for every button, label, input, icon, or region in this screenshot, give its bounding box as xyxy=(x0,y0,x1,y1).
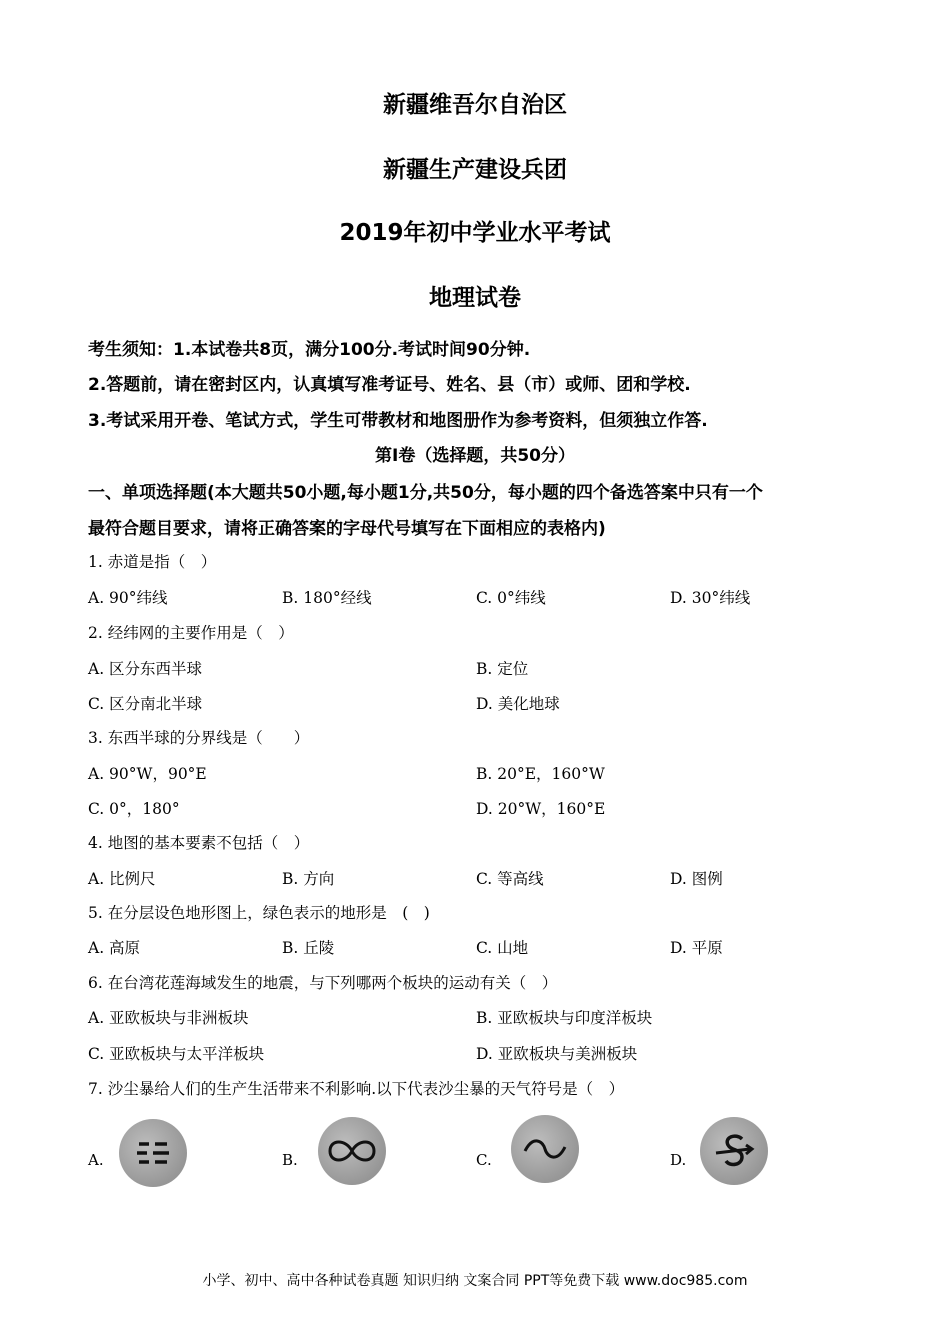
title-region: 新疆维吾尔自治区 xyxy=(383,92,567,118)
q7-option-d-label: D. xyxy=(670,1151,687,1169)
q5-option-d: D. 平原 xyxy=(670,939,723,957)
q1-option-a: A. 90°纬线 xyxy=(88,589,168,607)
fog-haze-symbol-icon xyxy=(119,1119,187,1187)
q2-option-a: A. 区分东西半球 xyxy=(88,660,203,678)
question-6-stem: 6. 在台湾花莲海域发生的地震，与下列哪两个板块的运动有关（ ） xyxy=(88,974,558,992)
q1-option-b: B. 180°经线 xyxy=(282,589,372,607)
q2-option-b: B. 定位 xyxy=(476,660,529,678)
question-2-stem: 2. 经纬网的主要作用是（ ） xyxy=(88,624,294,642)
question-4-stem: 4. 地图的基本要素不包括（ ） xyxy=(88,834,310,852)
q7-option-c-label: C. xyxy=(476,1151,492,1169)
question-3-stem: 3. 东西半球的分界线是（ ） xyxy=(88,729,310,747)
q4-option-d: D. 图例 xyxy=(670,870,723,888)
infinity-symbol-icon xyxy=(318,1117,386,1185)
note-2: 2.答题前，请在密封区内，认真填写准考证号、姓名、县（市）或师、团和学校. xyxy=(88,375,691,395)
q6-option-d: D. 亚欧板块与美洲板块 xyxy=(476,1045,638,1063)
q1-option-d: D. 30°纬线 xyxy=(670,589,751,607)
question-7-stem: 7. 沙尘暴给人们的生产生活带来不利影响.以下代表沙尘暴的天气符号是（ ） xyxy=(88,1080,625,1098)
q4-option-b: B. 方向 xyxy=(282,870,335,888)
wave-symbol-icon xyxy=(511,1115,579,1183)
q3-option-a: A. 90°W，90°E xyxy=(88,765,207,783)
title-exam: 2019年初中学业水平考试 xyxy=(339,220,611,246)
question-5-stem: 5. 在分层设色地形图上，绿色表示的地形是 ( ) xyxy=(88,904,430,922)
footer-watermark: 小学、初中、高中各种试卷真题 知识归纳 文案合同 PPT等免费下载 www.doc985.com xyxy=(202,1273,748,1289)
q7-option-a-label: A. xyxy=(88,1151,104,1169)
q2-option-c: C. 区分南北半球 xyxy=(88,695,203,713)
q3-option-c: C. 0°，180° xyxy=(88,800,180,818)
title-corps: 新疆生产建设兵团 xyxy=(383,157,567,183)
q7-option-b-label: B. xyxy=(282,1151,298,1169)
note-1: 考生须知：1.本试卷共8页，满分100分.考试时间90分钟. xyxy=(88,340,531,360)
volume-heading: 第Ⅰ卷（选择题，共50分） xyxy=(375,446,575,466)
q3-option-b: B. 20°E，160°W xyxy=(476,765,605,783)
note-3: 3.考试采用开卷、笔试方式，学生可带教材和地图册作为参考资料，但须独立作答. xyxy=(88,411,708,431)
q4-option-a: A. 比例尺 xyxy=(88,870,156,888)
q1-option-c: C. 0°纬线 xyxy=(476,589,546,607)
q6-option-c: C. 亚欧板块与太平洋板块 xyxy=(88,1045,265,1063)
q5-option-a: A. 高原 xyxy=(88,939,141,957)
title-subject: 地理试卷 xyxy=(429,285,521,311)
q6-option-b: B. 亚欧板块与印度洋板块 xyxy=(476,1009,653,1027)
q5-option-b: B. 丘陵 xyxy=(282,939,335,957)
sandstorm-symbol-icon xyxy=(700,1117,768,1185)
q6-option-a: A. 亚欧板块与非洲板块 xyxy=(88,1009,249,1027)
q4-option-c: C. 等高线 xyxy=(476,870,544,888)
section-instruction-2: 最符合题目要求，请将正确答案的字母代号填写在下面相应的表格内) xyxy=(88,519,606,539)
section-instruction-1: 一、单项选择题(本大题共50小题,每小题1分,共50分，每小题的四个备选答案中只有一个 xyxy=(88,483,763,503)
q3-option-d: D. 20°W，160°E xyxy=(476,800,606,818)
q2-option-d: D. 美化地球 xyxy=(476,695,560,713)
q5-option-c: C. 山地 xyxy=(476,939,529,957)
question-1-stem: 1. 赤道是指（ ） xyxy=(88,553,217,571)
